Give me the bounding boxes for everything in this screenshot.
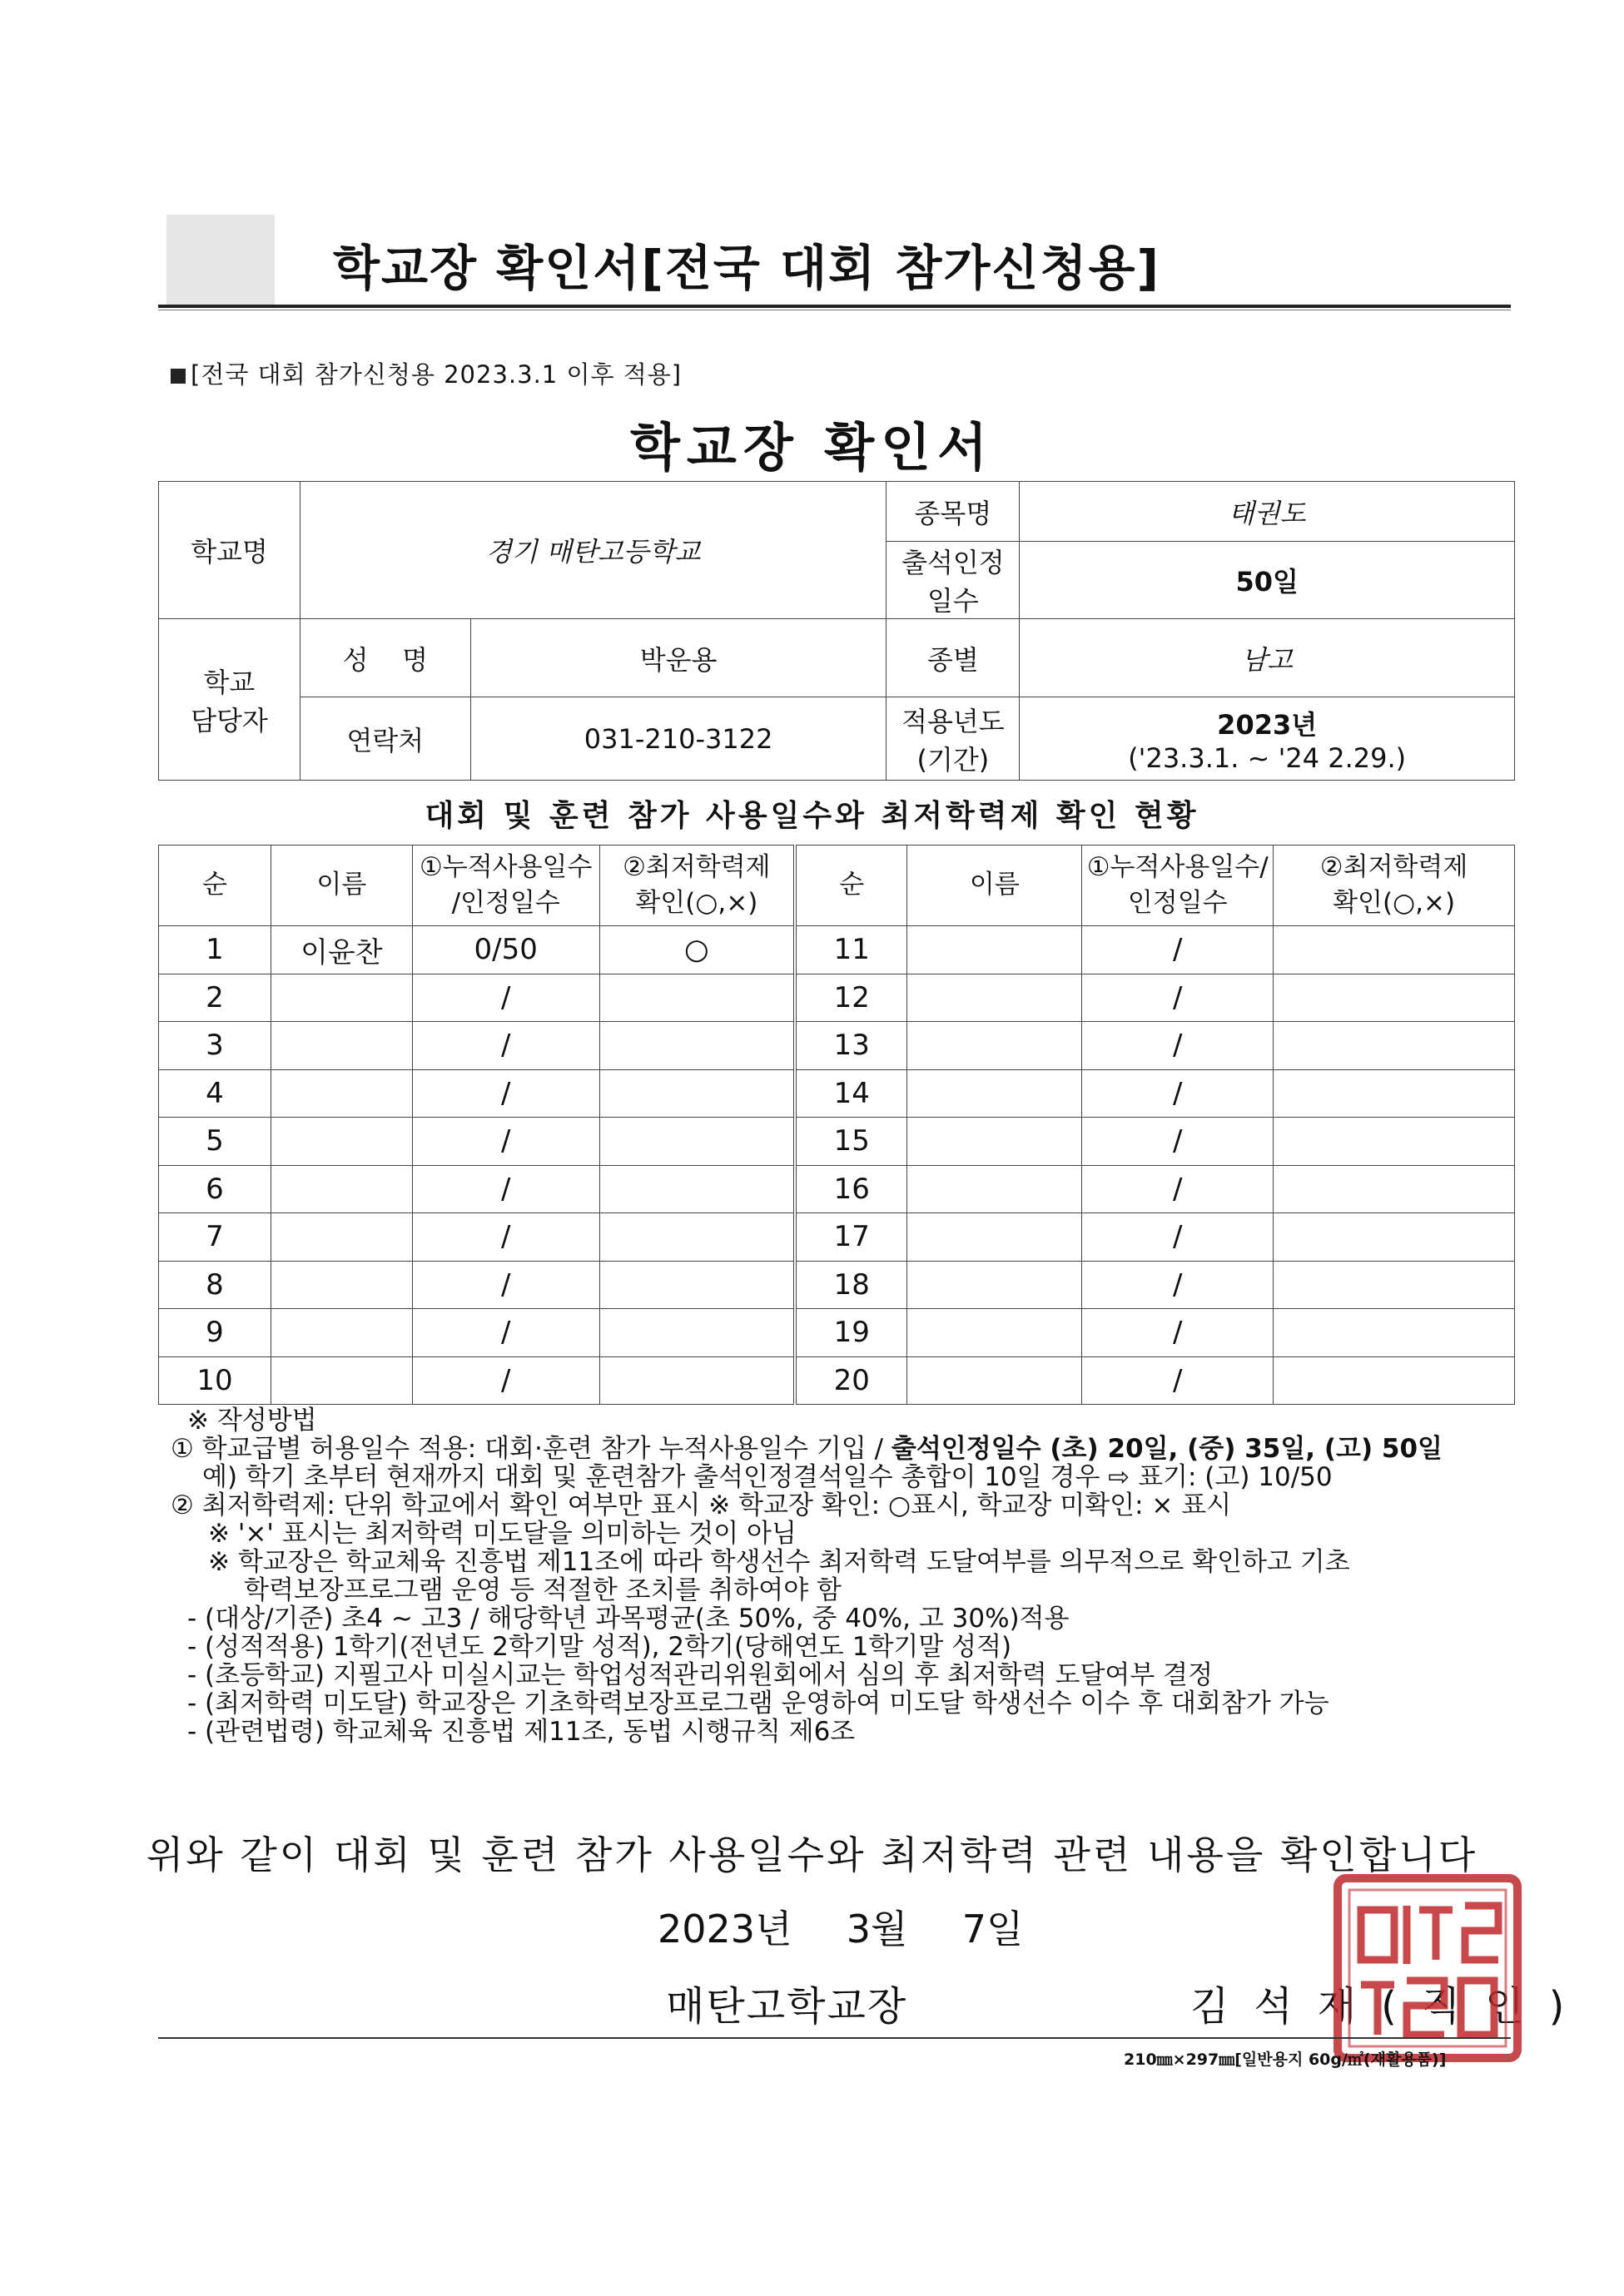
row-no: 5 — [159, 1118, 271, 1166]
header-name: 이름 — [271, 846, 412, 926]
table-row — [159, 926, 1515, 974]
row-check-right — [1274, 926, 1515, 974]
row-days-right: / — [1082, 926, 1274, 974]
row-days-right: / — [1082, 1261, 1274, 1309]
square-bullet-icon — [171, 369, 186, 384]
row-name-right — [907, 974, 1082, 1022]
info-table — [158, 481, 1515, 781]
row-check — [599, 1165, 795, 1213]
row-name — [271, 974, 412, 1022]
contact-label: 연락처 — [300, 697, 470, 781]
row-check-right — [1274, 1261, 1515, 1309]
header-check-right-2: 확인(○,×) — [1333, 888, 1456, 918]
row-days: / — [412, 1165, 599, 1213]
row-name-right — [907, 1309, 1082, 1357]
row-no-right: 15 — [795, 1118, 907, 1166]
row-name: 이윤찬 — [271, 926, 412, 974]
detail-target: - (대상/기준) 초4 ~ 고3 / 해당학년 과목평균(초 50%, 중 40%, 고 30%)적용 — [187, 1604, 1070, 1634]
row-name-right — [907, 1069, 1082, 1118]
attend-days-value: 50일 — [1020, 542, 1515, 619]
row-days-right: / — [1082, 1165, 1274, 1213]
row-no: 10 — [159, 1356, 271, 1405]
instruction-2-note-2-cont: 학력보장프로그램 운영 등 적절한 조치를 취하여야 함 — [244, 1575, 842, 1605]
row-check-right — [1274, 1356, 1515, 1405]
grid-header-row — [159, 846, 1515, 926]
row-check — [599, 1356, 795, 1405]
row-check — [599, 974, 795, 1022]
issue-date: 2023년 3월 7일 — [658, 1907, 1024, 1951]
table-row — [159, 1309, 1515, 1357]
row-name — [271, 1261, 412, 1309]
row-days: / — [412, 1213, 599, 1262]
row-check-right — [1274, 1309, 1515, 1357]
row-no-right: 13 — [795, 1022, 907, 1070]
row-check: ○ — [599, 926, 795, 974]
detail-grades: - (성적적용) 1학기(전년도 2학기말 성적), 2학기(당해연도 1학기말 성적) — [187, 1632, 1012, 1662]
row-days-right: / — [1082, 1213, 1274, 1262]
row-check — [599, 1261, 795, 1309]
header-days-1: ①누적사용일수 — [419, 851, 593, 882]
row-name — [271, 1213, 412, 1262]
row-days: / — [412, 1069, 599, 1118]
row-check — [599, 1118, 795, 1166]
applicability-note — [171, 356, 682, 390]
row-name-right — [907, 1165, 1082, 1213]
usage-grid — [158, 845, 1515, 1405]
document-header-title: 학교장 확인서[전국 대회 참가신청용] — [333, 240, 1161, 296]
year-value-cell — [1020, 697, 1515, 781]
instruction-1-example: 예) 학기 초부터 현재까지 대회 및 훈련참가 출석인정결석일수 총합이 10일 경우 ⇨ 표기: (고) 10/50 — [202, 1462, 1333, 1492]
row-name — [271, 1165, 412, 1213]
row-name-right — [907, 1213, 1082, 1262]
section-title: 대회 및 훈련 참가 사용일수와 최저학력제 확인 현황 — [425, 799, 1199, 833]
row-no-right: 18 — [795, 1261, 907, 1309]
row-check-right — [1274, 1069, 1515, 1118]
table-row — [159, 1213, 1515, 1262]
header-check-2: 확인(○,×) — [635, 888, 758, 918]
header-check-right — [1274, 846, 1515, 926]
row-days-right: / — [1082, 1022, 1274, 1070]
row-name-right — [907, 1356, 1082, 1405]
instruction-2: ② 최저학력제: 단위 학교에서 확인 여부만 표시 ※ 학교장 확인: ○표시, 학교장 미확인: × 표시 — [171, 1490, 1232, 1520]
instruction-2-note-2: ※ 학교장은 학교체육 진흥법 제11조에 따라 학생선수 최저학력 도달여부를 의무적으로 확인하고 기초 — [208, 1547, 1350, 1577]
row-no-right: 17 — [795, 1213, 907, 1262]
school-label: 학교명 — [159, 482, 300, 619]
header-check — [599, 846, 795, 926]
row-check-right — [1274, 1118, 1515, 1166]
header-name-right: 이름 — [907, 846, 1082, 926]
header-rule — [158, 305, 1511, 308]
row-no: 8 — [159, 1261, 271, 1309]
row-name — [271, 1356, 412, 1405]
year-value: 2023년 — [1217, 708, 1318, 741]
row-days: / — [412, 1356, 599, 1405]
type-label: 종별 — [886, 619, 1020, 697]
event-label: 종목명 — [886, 482, 1020, 542]
row-no: 1 — [159, 926, 271, 974]
name-label: 성 명 — [300, 619, 470, 697]
row-no: 7 — [159, 1213, 271, 1262]
applicability-note-text: [전국 대회 참가신청용 2023.3.1 이후 적용] — [191, 360, 683, 389]
row-no: 4 — [159, 1069, 271, 1118]
row-name — [271, 1022, 412, 1070]
header-days-right — [1082, 846, 1274, 926]
row-days-right: / — [1082, 1356, 1274, 1405]
instruction-1-bold: 출석인정일수 (초) 20일, (중) 35일, (고) 50일 — [891, 1434, 1443, 1464]
paper-spec: 210㎜×297㎜[일반용지 60g/㎡(재활용품)] — [1124, 2051, 1447, 2069]
row-days-right: / — [1082, 1069, 1274, 1118]
type-value: 남고 — [1020, 619, 1515, 697]
row-days: 0/50 — [412, 926, 599, 974]
row-no: 9 — [159, 1309, 271, 1357]
instruction-1-text: ① 학교급별 허용일수 적용: 대회·훈련 참가 누적사용일수 기입 / — [171, 1434, 891, 1464]
row-name — [271, 1118, 412, 1166]
row-days: / — [412, 1261, 599, 1309]
manager-label-2: 담당자 — [191, 704, 268, 736]
table-row — [159, 1022, 1515, 1070]
row-no: 2 — [159, 974, 271, 1022]
attend-days-label-1: 출석인정 — [901, 547, 1005, 578]
table-row — [159, 974, 1515, 1022]
main-title: 학교장 확인서 — [630, 417, 994, 478]
row-days-right: / — [1082, 974, 1274, 1022]
detail-law: - (관련법령) 학교체육 진흥법 제11조, 동법 시행규칙 제6조 — [187, 1717, 856, 1747]
table-row — [159, 1069, 1515, 1118]
row-days-right: / — [1082, 1309, 1274, 1357]
row-check — [599, 1213, 795, 1262]
detail-elementary: - (초등학교) 지필고사 미실시교는 학업성적관리위원회에서 심의 후 최저학력 도달여부 결정 — [187, 1660, 1214, 1690]
row-name-right — [907, 1022, 1082, 1070]
row-no: 6 — [159, 1165, 271, 1213]
row-days: / — [412, 974, 599, 1022]
row-name — [271, 1309, 412, 1357]
header-no: 순 — [159, 846, 271, 926]
header-days-right-2: 인정일수 — [1127, 888, 1228, 918]
row-days: / — [412, 1022, 599, 1070]
header-days — [412, 846, 599, 926]
table-row — [159, 1356, 1515, 1405]
row-check — [599, 1069, 795, 1118]
year-label — [886, 697, 1020, 781]
manager-label — [159, 619, 300, 781]
row-no-right: 19 — [795, 1309, 907, 1357]
header-check-right-1: ②최저학력제 — [1319, 851, 1468, 882]
row-check-right — [1274, 1213, 1515, 1262]
header-no-right: 순 — [795, 846, 907, 926]
period-value: ('23.3.1. ~ '24 2.29.) — [1128, 741, 1407, 774]
row-check-right — [1274, 1165, 1515, 1213]
row-no-right: 20 — [795, 1356, 907, 1405]
event-value: 태권도 — [1020, 482, 1515, 542]
signer-name: 김석재(직인) — [1190, 1983, 1590, 2030]
row-no-right: 16 — [795, 1165, 907, 1213]
instructions-title: ※ 작성방법 — [187, 1406, 317, 1436]
attend-days-label — [886, 542, 1020, 619]
instructions — [171, 1406, 1519, 1746]
header-days-2: /인정일수 — [451, 888, 560, 918]
header-days-right-1: ①누적사용일수/ — [1086, 851, 1269, 882]
table-row — [159, 1118, 1515, 1166]
principal-title: 매탄고학교장 — [666, 1983, 908, 2030]
instruction-2-note-1: ※ '×' 표시는 최저학력 미도달을 의미하는 것이 아님 — [208, 1519, 797, 1549]
confirmation-statement: 위와 같이 대회 및 훈련 참가 사용일수와 최저학력 관련 내용을 확인합니다 — [146, 1832, 1478, 1877]
row-check — [599, 1022, 795, 1070]
header-gray-box — [166, 215, 275, 306]
row-name-right — [907, 1261, 1082, 1309]
row-no: 3 — [159, 1022, 271, 1070]
bottom-rule — [158, 2037, 1511, 2039]
table-row — [159, 1261, 1515, 1309]
manager-label-1: 학교 — [203, 666, 256, 698]
row-name-right — [907, 926, 1082, 974]
row-no-right: 14 — [795, 1069, 907, 1118]
row-check-right — [1274, 1022, 1515, 1070]
row-name-right — [907, 1118, 1082, 1166]
row-check — [599, 1309, 795, 1357]
row-check-right — [1274, 974, 1515, 1022]
year-label-1: 적용년도 — [901, 705, 1005, 737]
table-row — [159, 1165, 1515, 1213]
school-value: 경기 매탄고등학교 — [300, 482, 886, 619]
row-no-right: 12 — [795, 974, 907, 1022]
row-days-right: / — [1082, 1118, 1274, 1166]
row-name — [271, 1069, 412, 1118]
attend-days-label-2: 일수 — [926, 585, 979, 617]
contact-value: 031-210-3122 — [470, 697, 886, 781]
year-label-2: (기간) — [916, 743, 990, 776]
name-value: 박운용 — [470, 619, 886, 697]
instruction-1 — [171, 1435, 1519, 1463]
row-days: / — [412, 1118, 599, 1166]
row-days: / — [412, 1309, 599, 1357]
row-no-right: 11 — [795, 926, 907, 974]
header-check-1: ②최저학력제 — [623, 851, 771, 882]
detail-not-reached: - (최저학력 미도달) 학교장은 기초학력보장프로그램 운영하여 미도달 학생선수 이수 후 대회참가 가능 — [187, 1689, 1329, 1718]
